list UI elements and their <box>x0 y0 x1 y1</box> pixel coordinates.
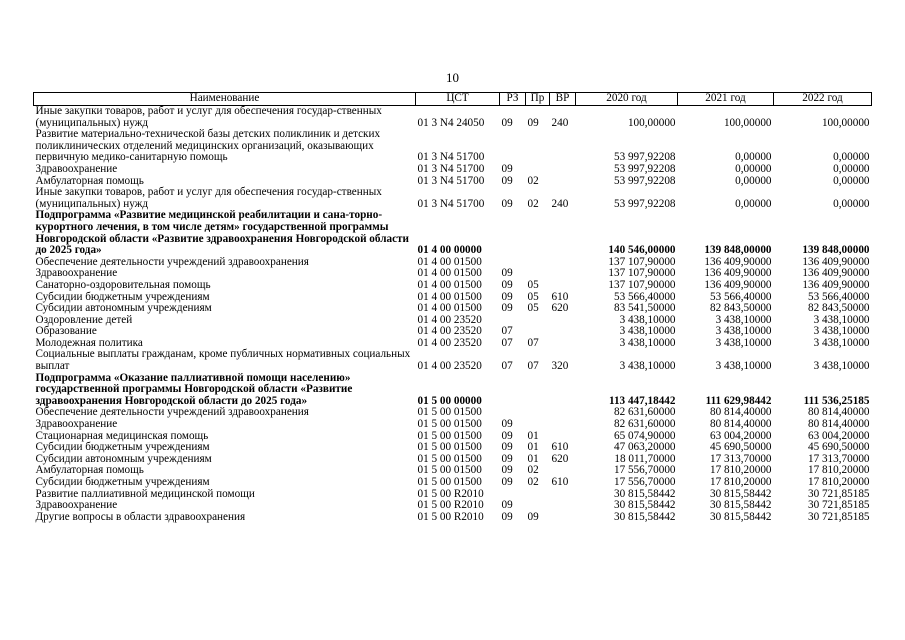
row-name: Оздоровление детей <box>35 313 133 326</box>
row-value-2020: 65 074,90000 <box>613 429 676 442</box>
row-rz: 09 <box>501 278 513 291</box>
row-value-2021: 136 409,90000 <box>704 278 772 291</box>
row-vr <box>550 280 576 292</box>
row-name: Развитие материально-технической базы детских поликлиник и детских поликлинических отделений медицинских организаций, оказывающих первичную медико-санитарную помощь <box>35 128 381 164</box>
row-value-2022: 17 810,20000 <box>807 464 870 477</box>
row-vr: 620 <box>551 452 569 465</box>
row-pr: 05 <box>527 302 539 315</box>
row-value-2020: 137 107,90000 <box>608 267 676 280</box>
row-value-2022: 3 438,10000 <box>813 336 870 349</box>
row-value-2020: 47 063,20000 <box>613 441 676 454</box>
row-pr: 01 <box>527 452 539 465</box>
row-pr <box>526 419 550 431</box>
row-cst: 01 5 00 R2010 <box>417 499 484 512</box>
row-name: Молодежная политика <box>35 336 143 349</box>
row-value-2021: 139 848,00000 <box>704 244 772 257</box>
row-vr <box>550 164 576 176</box>
row-vr <box>550 407 576 419</box>
row-name: Здравоохранение <box>35 499 118 512</box>
row-value-2022: 17 313,70000 <box>807 452 870 465</box>
row-value-2021: 0,00000 <box>735 162 772 175</box>
row-name: Развитие паллиативной медицинской помощи <box>35 487 255 500</box>
row-value-2020: 3 438,10000 <box>619 325 676 338</box>
row-value-2020: 17 556,70000 <box>613 476 676 488</box>
row-value-2020: 82 631,60000 <box>613 418 676 431</box>
row-name: Здравоохранение <box>35 267 118 280</box>
row-rz: 09 <box>501 116 513 129</box>
row-pr: 02 <box>527 174 539 187</box>
row-name: Иные закупки товаров, работ и услуг для обеспечения государ-ственных (муниципальных) нужд <box>35 105 382 129</box>
row-name: Иные закупки товаров, работ и услуг для обеспечения государ-ственных (муниципальных) нужд <box>35 186 382 210</box>
row-value-2022: 82 843,50000 <box>807 302 870 315</box>
row-value-2020: 3 438,10000 <box>619 360 676 373</box>
row-cst: 01 3 N4 51700 <box>417 162 485 175</box>
row-vr <box>550 315 576 327</box>
row-rz: 09 <box>501 174 513 187</box>
row-rz <box>500 373 526 408</box>
row-rz: 07 <box>501 360 513 373</box>
row-pr: 07 <box>527 360 539 373</box>
row-rz: 09 <box>501 162 513 175</box>
row-value-2020: 137 107,90000 <box>608 278 676 291</box>
row-value-2021: 45 690,50000 <box>709 441 772 454</box>
row-name: Субсидии бюджетным учреждениям <box>35 290 210 303</box>
row-value-2022: 3 438,10000 <box>813 313 870 326</box>
header-2021: 2021 год <box>678 93 774 106</box>
table-row <box>34 512 872 524</box>
row-rz: 09 <box>501 429 513 442</box>
row-name: Подпрограмма «Развитие медицинской реабилитации и сана-торно-курортного лечения, в том числе детям» государственной программы Новгородской области «Развитие здравоохранения Новгородской области до 2025 года» <box>35 209 409 257</box>
row-value-2022: 3 438,10000 <box>813 325 870 338</box>
row-value-2022: 17 810,20000 <box>807 476 870 488</box>
row-cst: 01 5 00 01500 <box>417 476 482 488</box>
row-rz: 07 <box>501 336 513 349</box>
row-rz: 09 <box>501 267 513 280</box>
row-vr: 610 <box>551 476 569 488</box>
row-vr: 610 <box>551 290 569 303</box>
row-value-2020: 30 815,58442 <box>613 487 676 500</box>
row-pr <box>526 407 550 419</box>
row-value-2021: 82 843,50000 <box>709 302 772 315</box>
header-2022: 2022 год <box>774 93 872 106</box>
row-value-2021: 3 438,10000 <box>715 336 772 349</box>
row-name: Стационарная медицинская помощь <box>35 429 209 442</box>
row-value-2020: 53 997,92208 <box>613 151 676 164</box>
table-row <box>34 129 872 164</box>
row-value-2022: 0,00000 <box>833 151 870 164</box>
row-rz: 09 <box>501 452 513 465</box>
row-value-2020: 53 997,92208 <box>613 162 676 175</box>
row-value-2022: 3 438,10000 <box>813 360 870 373</box>
row-vr <box>550 129 576 164</box>
row-value-2021: 0,00000 <box>735 151 772 164</box>
budget-table <box>33 92 872 523</box>
row-value-2020: 30 815,58442 <box>613 510 676 523</box>
row-cst: 01 4 00 23520 <box>417 336 482 349</box>
row-rz: 09 <box>501 499 513 512</box>
row-value-2021: 3 438,10000 <box>715 360 772 373</box>
row-value-2021: 100,00000 <box>723 116 772 129</box>
row-vr <box>550 512 576 524</box>
row-pr: 09 <box>527 116 539 129</box>
row-cst: 01 4 00 01500 <box>417 290 482 303</box>
row-cst: 01 5 00 01500 <box>417 464 482 477</box>
row-value-2021: 3 438,10000 <box>715 313 772 326</box>
row-value-2022: 136 409,90000 <box>802 267 870 280</box>
table-row <box>34 349 872 372</box>
row-pr <box>526 315 550 327</box>
row-cst: 01 5 00 01500 <box>417 406 482 419</box>
row-value-2021: 3 438,10000 <box>715 325 772 338</box>
row-vr <box>550 373 576 408</box>
row-value-2021: 80 814,40000 <box>709 406 772 419</box>
row-rz: 09 <box>501 510 513 523</box>
row-vr: 620 <box>551 302 569 315</box>
row-cst: 01 5 00 00000 <box>417 394 482 407</box>
table-row <box>34 280 872 292</box>
table-row <box>34 477 872 489</box>
row-pr: 01 <box>527 429 539 442</box>
row-pr: 02 <box>527 197 539 210</box>
table-row <box>34 106 872 130</box>
row-value-2022: 0,00000 <box>833 162 870 175</box>
table-row <box>34 210 872 256</box>
row-value-2020: 83 541,50000 <box>613 302 676 315</box>
row-value-2021: 53 566,40000 <box>709 290 772 303</box>
row-name: Здравоохранение <box>35 418 118 431</box>
row-value-2022: 30 721,85185 <box>807 510 870 523</box>
row-name: Обеспечение деятельности учреждений здравоохранения <box>35 255 309 268</box>
row-rz <box>500 129 526 164</box>
row-vr <box>550 326 576 338</box>
row-value-2021: 111 629,98442 <box>705 394 772 407</box>
row-rz: 09 <box>501 418 513 431</box>
row-rz: 09 <box>501 441 513 454</box>
row-pr <box>526 210 550 256</box>
row-cst: 01 3 N4 51700 <box>417 174 485 187</box>
row-rz: 09 <box>501 302 513 315</box>
row-cst: 01 4 00 23520 <box>417 325 482 338</box>
row-pr: 05 <box>527 290 539 303</box>
row-value-2021: 17 810,20000 <box>709 464 772 477</box>
row-rz: 09 <box>501 197 513 210</box>
row-pr <box>526 164 550 176</box>
header-2020: 2020 год <box>576 93 678 106</box>
row-value-2021: 30 815,58442 <box>709 499 772 512</box>
row-value-2021: 136 409,90000 <box>704 267 772 280</box>
row-vr: 610 <box>551 441 569 454</box>
row-vr <box>550 257 576 269</box>
row-vr: 320 <box>551 360 569 373</box>
row-name: Субсидии автономным учреждениям <box>35 302 212 315</box>
row-value-2020: 53 997,92208 <box>613 174 676 187</box>
row-pr: 01 <box>527 441 539 454</box>
row-cst: 01 3 N4 51700 <box>417 151 485 164</box>
row-rz: 07 <box>501 325 513 338</box>
row-cst: 01 4 00 23520 <box>417 360 482 373</box>
row-name: Субсидии бюджетным учреждениям <box>35 476 210 488</box>
row-pr: 07 <box>527 336 539 349</box>
row-value-2022: 100,00000 <box>821 116 870 129</box>
row-vr <box>550 500 576 512</box>
row-cst: 01 5 00 R2010 <box>417 510 484 523</box>
header-pr: Пр <box>526 93 550 106</box>
row-value-2020: 17 556,70000 <box>613 464 676 477</box>
row-value-2022: 139 848,00000 <box>802 244 870 257</box>
row-value-2021: 30 815,58442 <box>709 510 772 523</box>
row-value-2022: 0,00000 <box>833 197 870 210</box>
row-pr: 09 <box>527 510 539 523</box>
row-cst: 01 4 00 01500 <box>417 267 482 280</box>
table-row <box>34 164 872 176</box>
row-rz <box>500 210 526 256</box>
row-cst: 01 4 00 23520 <box>417 313 482 326</box>
row-name: Санаторно-оздоровительная помощь <box>35 278 211 291</box>
row-cst: 01 4 00 01500 <box>417 255 482 268</box>
row-value-2021: 17 313,70000 <box>709 452 772 465</box>
row-vr <box>550 210 576 256</box>
row-cst: 01 3 N4 24050 <box>417 116 485 129</box>
row-value-2022: 0,00000 <box>833 174 870 187</box>
header-name: Наименование <box>34 93 416 106</box>
row-cst: 01 5 00 01500 <box>417 418 482 431</box>
table-row <box>34 187 872 210</box>
row-value-2022: 136 409,90000 <box>802 278 870 291</box>
row-cst: 01 5 00 01500 <box>417 452 482 465</box>
row-pr <box>526 257 550 269</box>
row-value-2022: 136 409,90000 <box>802 255 870 268</box>
row-value-2021: 30 815,58442 <box>709 487 772 500</box>
row-value-2021: 63 004,20000 <box>709 429 772 442</box>
row-name: Амбулаторная помощь <box>35 174 144 187</box>
row-value-2022: 53 566,40000 <box>807 290 870 303</box>
row-name: Здравоохранение <box>35 162 118 175</box>
row-value-2022: 30 721,85185 <box>807 499 870 512</box>
row-cst: 01 5 00 01500 <box>417 429 482 442</box>
row-cst: 01 3 N4 51700 <box>417 197 485 210</box>
row-pr <box>526 489 550 501</box>
row-value-2020: 3 438,10000 <box>619 313 676 326</box>
row-cst: 01 5 00 R2010 <box>417 487 484 500</box>
row-value-2021: 136 409,90000 <box>704 255 772 268</box>
row-pr: 02 <box>527 476 539 488</box>
row-name: Социальные выплаты гражданам, кроме публичных нормативных социальных выплат <box>35 348 411 373</box>
table-header-row <box>34 93 872 106</box>
header-cst: ЦСТ <box>416 93 500 106</box>
table-body <box>34 106 872 524</box>
table-row <box>34 419 872 431</box>
row-value-2020: 82 631,60000 <box>613 406 676 419</box>
row-vr <box>550 419 576 431</box>
row-value-2020: 137 107,90000 <box>608 255 676 268</box>
row-cst: 01 4 00 01500 <box>417 302 482 315</box>
page-number: 10 <box>446 70 459 85</box>
table-row <box>34 303 872 315</box>
row-vr <box>550 268 576 280</box>
row-pr <box>526 373 550 408</box>
row-value-2020: 140 546,00000 <box>608 244 676 257</box>
row-vr <box>550 489 576 501</box>
row-value-2020: 113 447,18442 <box>608 394 676 407</box>
row-value-2021: 17 810,20000 <box>709 476 772 488</box>
table-row <box>34 373 872 408</box>
row-cst: 01 4 00 01500 <box>417 278 482 291</box>
row-name: Субсидии бюджетным учреждениям <box>35 441 210 454</box>
row-cst: 01 5 00 01500 <box>417 441 482 454</box>
row-value-2020: 100,00000 <box>627 116 676 129</box>
row-pr <box>526 129 550 164</box>
row-value-2022: 45 690,50000 <box>807 441 870 454</box>
row-value-2022: 63 004,20000 <box>807 429 870 442</box>
row-rz: 09 <box>501 476 513 488</box>
row-rz: 09 <box>501 464 513 477</box>
row-pr: 05 <box>527 278 539 291</box>
row-name: Образование <box>35 325 97 338</box>
row-vr <box>550 176 576 188</box>
row-value-2022: 30 721,85185 <box>807 487 870 500</box>
row-vr: 240 <box>551 197 569 210</box>
header-vr: ВР <box>550 93 576 106</box>
row-rz: 09 <box>501 290 513 303</box>
row-value-2020: 53 566,40000 <box>613 290 676 303</box>
row-name: Подпрограмма «Оказание паллиативной помощи населению» государственной программы Новгородской области «Развитие здравоохранения Новгородской области до 2025 года» <box>35 371 353 407</box>
row-value-2022: 111 536,25185 <box>803 394 870 407</box>
row-cst: 01 4 00 00000 <box>417 244 482 257</box>
row-value-2020: 30 815,58442 <box>613 499 676 512</box>
row-value-2020: 53 997,92208 <box>613 197 676 210</box>
row-vr <box>550 338 576 350</box>
row-value-2020: 18 011,70000 <box>614 452 676 465</box>
row-value-2020: 3 438,10000 <box>619 336 676 349</box>
row-value-2022: 80 814,40000 <box>807 406 870 419</box>
row-name: Субсидии автономным учреждениям <box>35 452 212 465</box>
row-name: Другие вопросы в области здравоохранения <box>35 510 246 523</box>
row-name: Амбулаторная помощь <box>35 464 144 477</box>
row-vr: 240 <box>551 116 569 129</box>
header-rz: РЗ <box>500 93 526 106</box>
row-value-2021: 80 814,40000 <box>709 418 772 431</box>
row-value-2022: 80 814,40000 <box>807 418 870 431</box>
row-value-2021: 0,00000 <box>735 197 772 210</box>
row-name: Обеспечение деятельности учреждений здравоохранения <box>35 406 309 419</box>
row-value-2021: 0,00000 <box>735 174 772 187</box>
row-pr: 02 <box>527 464 539 477</box>
